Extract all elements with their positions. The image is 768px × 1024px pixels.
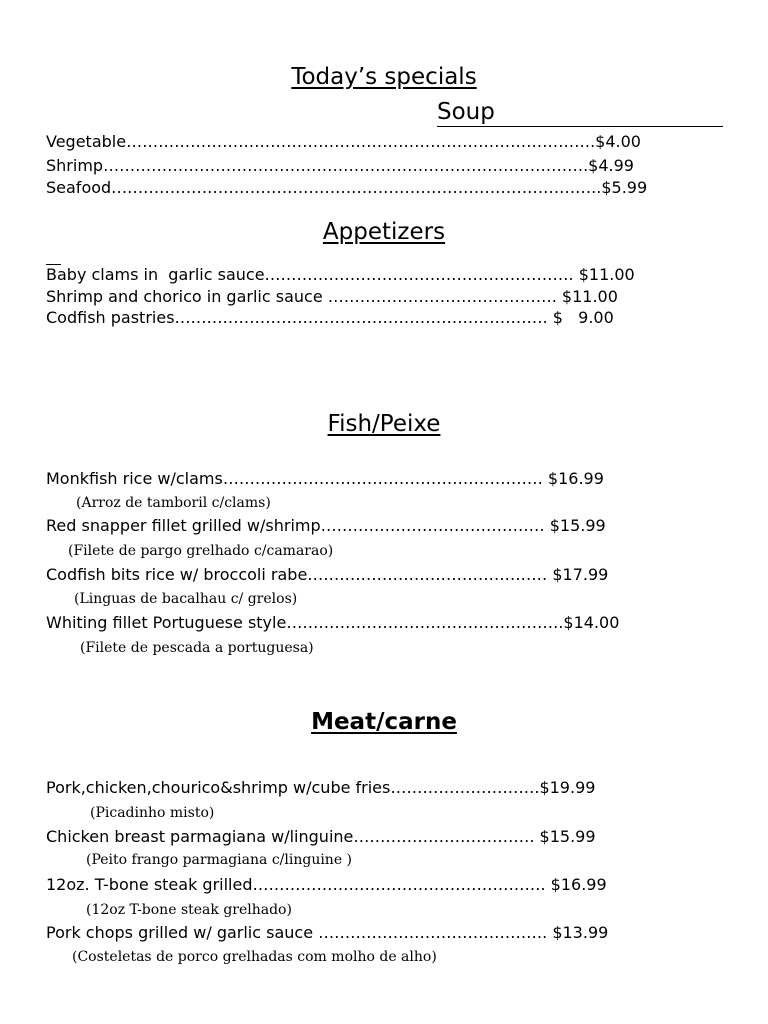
page-title: Today’s specials [291,64,477,90]
menu-item-whiting-fillet: Whiting fillet Portuguese style…………………………………………….$14.00 [46,613,620,632]
menu-item-shrimp-soup: Shrimp……………………………………………………………………………….$4.99 [46,156,634,175]
menu-item-translation: (Linguas de bacalhau c/ grelos) [74,591,298,607]
soup-heading: Soup [437,99,723,127]
fish-heading: Fish/Peixe [327,411,441,437]
menu-item-chicken-parmagiana: Chicken breast parmagiana w/linguine……………………………. $15.99 [46,827,596,846]
menu-item-translation: (Costeletas de porco grelhadas com molho de alho) [72,949,437,965]
menu-item-monkfish-rice: Monkfish rice w/clams…………………………………………………… $16.99 [46,469,604,488]
menu-item-codfish-bits: Codfish bits rice w/ broccoli rabe……………………………………… $17.99 [46,565,609,584]
appetizers-heading: Appetizers [322,219,446,245]
menu-item-translation: (Arroz de tamboril c/clams) [76,495,271,511]
menu-item-translation: (12oz T-bone steak grelhado) [86,902,292,918]
menu-item-translation: (Picadinho misto) [90,805,215,821]
menu-item-pork-chops: Pork chops grilled w/ garlic sauce ……………………………………. $13.99 [46,923,609,942]
menu-item-seafood-soup: Seafood………………………………………………………………………………..$5.99 [46,178,648,197]
menu-item-shrimp-chorico: Shrimp and chorico in garlic sauce ……………………………………. $11.00 [46,287,618,306]
menu-item-picadinho: Pork,chicken,chourico&shrimp w/cube fries……………………….$19.99 [46,778,596,797]
menu-item-t-bone: 12oz. T-bone steak grilled………………………………………………. $16.99 [46,875,607,894]
menu-item-translation: (Filete de pescada a portuguesa) [80,640,314,656]
meat-heading: Meat/carne [311,709,457,735]
menu-item-baby-clams: Baby clams in garlic sauce…………………………………………………. $11.00 [46,265,635,284]
menu-item-translation: (Peito frango parmagiana c/linguine ) [86,852,353,868]
menu-item-translation: (Filete de pargo grelhado c/camarao) [68,543,334,559]
menu-item-red-snapper: Red snapper fillet grilled w/shrimp…………………………………… $15.99 [46,516,606,535]
menu-item-codfish-pastries: Codfish pastries……………………………………………………………. $ 9.00 [46,308,614,327]
menu-item-vegetable-soup: Vegetable…………………………………………………………………………….$4.00 [46,132,641,151]
